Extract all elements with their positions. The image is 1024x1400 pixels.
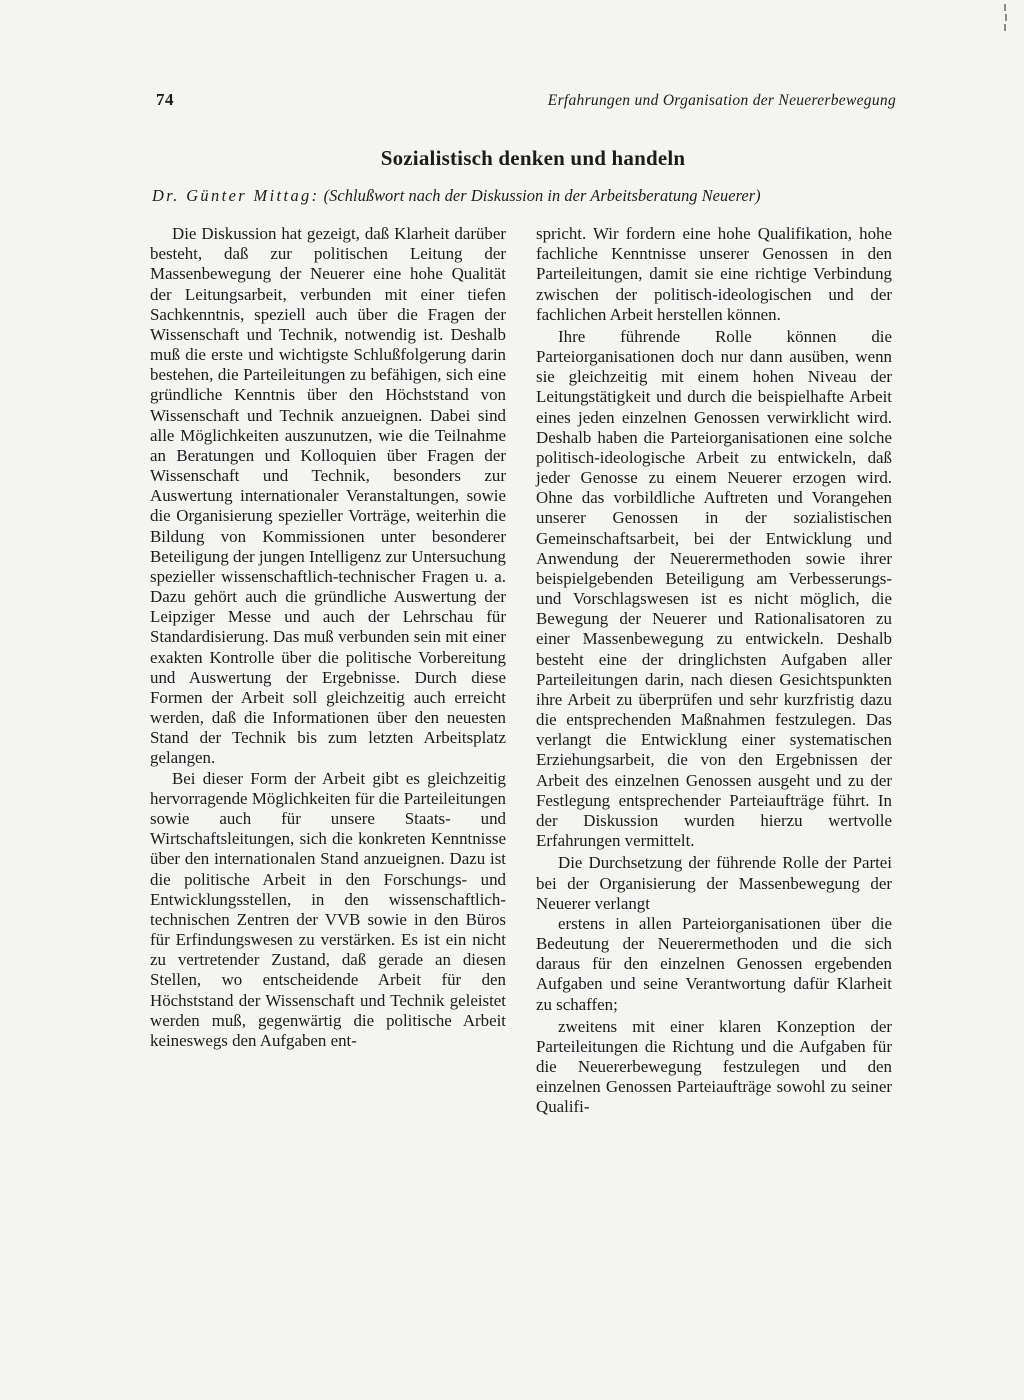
- running-head: Erfahrungen und Organisation der Neuererbewegung: [547, 92, 896, 109]
- byline-note: (Schlußwort nach der Diskussion in der Arbeitsberatung Neuerer): [323, 186, 761, 205]
- paragraph: Ihre führende Rolle können die Parteiorganisationen doch nur dann ausüben, wenn sie gleichzeitig mit einem hohen Niveau der Leitungstätigkeit und durch die beispielhafte Arbeit eines jeden einzelnen Genossen verwirklicht wird. Deshalb haben die Parteiorganisationen eine solche politisch-ideologische Arbeit zu entwickeln, daß jeder Genosse zu einem Neuerer erzogen wird. Ohne das vorbildliche Auftreten und Vorangehen unserer Genossen in der sozialistischen Gemeinschaftsarbeit, bei der Entwicklung und Anwendung der Neuerermethoden sowie ihrer beispielgebenden Beteiligung am Verbesserungs- und Vorschlagswesen ist es nicht möglich, die Bewegung der Neuerer und Rationalisatoren zu einer Massenbewegung zu entwickeln. Deshalb besteht eine der dringlichsten Aufgaben aller Parteileitungen darin, nach diesen Gesichtspunkten ihre Arbeit zu überprüfen und sehr kurzfristig dazu die entsprechenden Maßnahmen festzulegen. Das verlangt die Entwicklung einer systematischen Erziehungsarbeit, die von den Ergebnissen der Arbeit des einzelnen Genossen ausgeht und zu der Festlegung entsprechender Parteiaufträge führt. In der Diskussion wurden hierzu wertvolle Erfahrungen vermittelt.: [536, 326, 892, 851]
- text-column-right: [536, 224, 892, 1118]
- byline-author: Dr. Günter Mittag:: [152, 186, 320, 205]
- page-number: 74: [156, 90, 174, 109]
- paragraph: zweitens mit einer klaren Konzeption der Parteileitungen die Richtung und die Aufgaben für die Neuererbewegung festzulegen und den einzelnen Genossen Parteiaufträge sowohl zu seiner Qualifi-: [536, 1016, 892, 1117]
- text-column-left: [150, 224, 506, 1051]
- paragraph: Bei dieser Form der Arbeit gibt es gleichzeitig hervorragende Möglichkeiten für die Parteileitungen sowie auch für unsere Staats- und Wirtschaftsleitungen, sich die konkreten Kenntnisse über den internationalen Stand anzueignen. Dazu ist die politische Arbeit in den Forschungs- und Entwicklungsstellen, in den wissenschaftlich-technischen Zentren der VVB sowie in den Büros für Erfindungswesen zu verstärken. Es ist ein nicht zu vertretender Zustand, daß gerade an diesen Stellen, wo entscheidende Arbeit für den Höchststand der Wissenschaft und Technik geleistet werden muß, gegenwärtig die politische Arbeit keineswegs den Aufgaben ent-: [150, 768, 506, 1050]
- byline: [152, 186, 898, 206]
- margin-mark: [1000, 0, 1010, 40]
- article-title: Sozialistisch denken und handeln: [380, 146, 686, 170]
- paragraph: Die Diskussion hat gezeigt, daß Klarheit darüber besteht, daß zur politischen Leitung der Massenbewegung der Neuerer eine hohe Qualität der Leitungsarbeit, verbunden mit einer tiefen Sachkenntnis, speziell auch über die Fragen der Wissenschaft und Technik, notwendig ist. Deshalb muß die erste und wichtigste Schlußfolgerung darin bestehen, die Parteileitungen zu befähigen, sich eine gründliche Kenntnis über den Höchststand von Wissenschaft und Technik anzueignen. Dabei sind alle Möglichkeiten auszunutzen, wie die Teilnahme an Beratungen und Kolloquien über Fragen der Wissenschaft und Technik, besonders zur Auswertung internationaler Veranstaltungen, sowie die Organisierung spezieller Vorträge, weiterhin die Bildung von Kommissionen unter besonderer Beteiligung der jungen Intelligenz zur Untersuchung spezieller wissenschaftlich-technischer Fragen u. a. Dazu gehört auch die gründliche Auswertung der Leipziger Messe und auch der Lehrschau für Standardisierung. Das muß verbunden sein mit einer exakten Kontrolle über die politische Vorbereitung und Auswertung der Ergebnisse. Durch diese Formen der Arbeit soll gleichzeitig auch erreicht werden, daß die Informationen über den neuesten Stand der Technik bis zum letzten Arbeitsplatz gelangen.: [150, 224, 507, 768]
- paragraph: spricht. Wir fordern eine hohe Qualifikation, hohe fachliche Kenntnisse unserer Genossen in den Parteileitungen, damit sie eine richtige Verbindung zwischen der politisch-ideologischen und der fachlichen Arbeit herstellen können.: [536, 224, 892, 324]
- paragraph: erstens in allen Parteiorganisationen über die Bedeutung der Neuerermethoden und die sich daraus für den einzelnen Genossen ergebenden Aufgaben und seine Verantwortung dafür Klarheit zu schaffen;: [536, 913, 892, 1014]
- paragraph: Die Durchsetzung der führende Rolle der Partei bei der Organisierung der Massenbewegung der Neuerer verlangt: [536, 853, 892, 913]
